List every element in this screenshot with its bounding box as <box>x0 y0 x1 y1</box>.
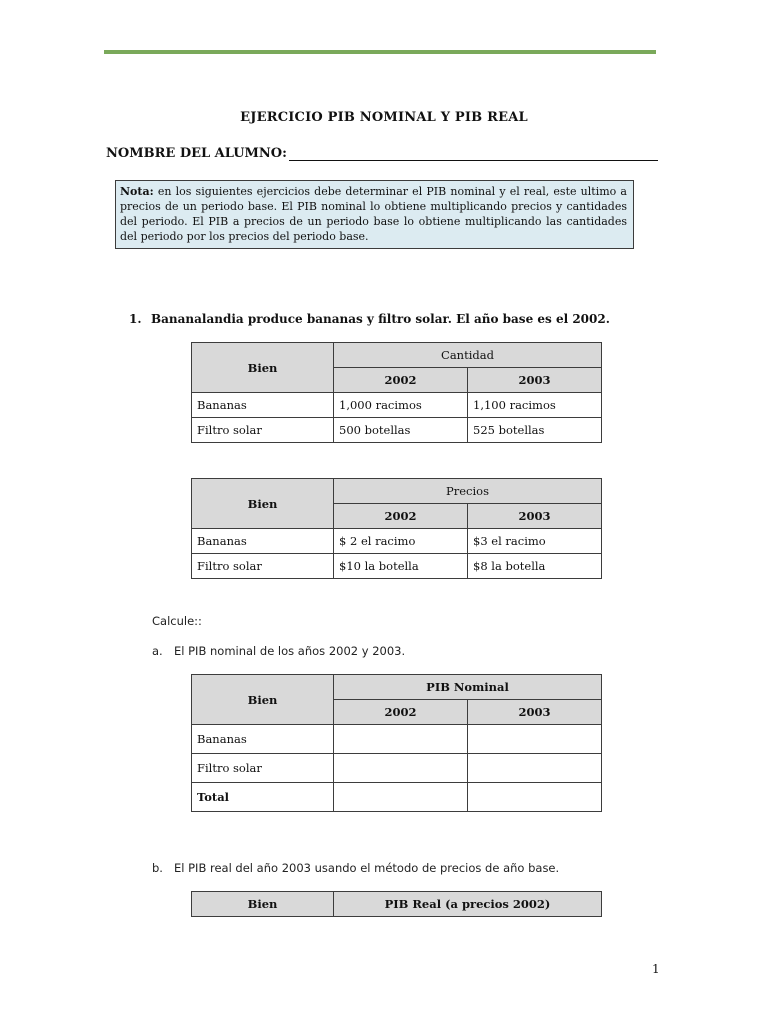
table-cell-good: Filtro solar <box>192 754 334 783</box>
table-cell-answer[interactable] <box>334 783 468 812</box>
table-cell-value: 1,100 racimos <box>468 393 602 418</box>
table-row <box>192 393 602 418</box>
table-precios-bien-header: Bien <box>192 479 334 529</box>
note-text: en los siguientes ejercicios debe determinar el PIB nominal y el real, este ultimo a precios de un periodo base. El PIB nominal lo obtiene multiplicando precios y cantidades del periodo. El PIB a precios de un periodo base lo obtiene multiplicando las cantidades del periodo por los precios del periodo base. <box>120 185 627 243</box>
item-a-text: El PIB nominal de los años 2002 y 2003. <box>174 644 406 658</box>
table-pib-real <box>191 891 602 917</box>
table-cell-answer[interactable] <box>334 754 468 783</box>
table-nominal-year-header: 2002 <box>334 700 468 725</box>
table-cell-value: 1,000 racimos <box>334 393 468 418</box>
table-precios-group-header: Precios <box>334 479 602 504</box>
table-row <box>192 725 602 754</box>
table-cantidad-bien-header: Bien <box>192 343 334 393</box>
item-a <box>152 644 405 658</box>
table-cell-total-label: Total <box>192 783 334 812</box>
table-row <box>192 754 602 783</box>
table-pib-nominal <box>191 674 602 812</box>
top-divider-rule <box>104 50 656 54</box>
table-cell-good: Filtro solar <box>192 418 334 443</box>
table-cell-answer[interactable] <box>468 754 602 783</box>
table-cell-value: 525 botellas <box>468 418 602 443</box>
table-nominal-group-header: PIB Nominal <box>334 675 602 700</box>
table-cell-answer[interactable] <box>334 725 468 754</box>
table-row-total <box>192 783 602 812</box>
table-cell-good: Bananas <box>192 725 334 754</box>
table-cell-value: $3 el racimo <box>468 529 602 554</box>
table-cantidad <box>191 342 602 443</box>
item-b-text: El PIB real del año 2003 usando el método de precios de año base. <box>174 861 560 875</box>
table-row <box>192 418 602 443</box>
student-name-blank-line <box>289 148 658 161</box>
table-cell-value: 500 botellas <box>334 418 468 443</box>
table-cantidad-year-header: 2002 <box>334 368 468 393</box>
item-b <box>152 861 559 875</box>
table-real-group-header: PIB Real (a precios 2002) <box>334 892 602 917</box>
table-cell-good: Bananas <box>192 393 334 418</box>
table-nominal-year-header: 2003 <box>468 700 602 725</box>
page-number: 1 <box>652 962 660 976</box>
item-b-letter: b. <box>152 861 163 875</box>
table-row <box>192 529 602 554</box>
calcule-label: Calcule:: <box>152 614 202 628</box>
student-name-label: NOMBRE DEL ALUMNO: <box>106 146 287 161</box>
table-precios <box>191 478 602 579</box>
item-a-letter: a. <box>152 644 163 658</box>
table-cell-answer[interactable] <box>468 725 602 754</box>
table-real-bien-header: Bien <box>192 892 334 917</box>
table-cell-answer[interactable] <box>468 783 602 812</box>
table-cell-good: Filtro solar <box>192 554 334 579</box>
question-1 <box>129 312 610 326</box>
question-1-text: Bananalandia produce bananas y filtro solar. El año base es el 2002. <box>151 312 610 326</box>
table-nominal-bien-header: Bien <box>192 675 334 725</box>
table-precios-year-header: 2003 <box>468 504 602 529</box>
table-precios-year-header: 2002 <box>334 504 468 529</box>
table-cell-value: $10 la botella <box>334 554 468 579</box>
note-box <box>115 180 634 249</box>
document-title: EJERCICIO PIB NOMINAL Y PIB REAL <box>240 110 528 125</box>
table-cell-value: $ 2 el racimo <box>334 529 468 554</box>
table-cantidad-year-header: 2003 <box>468 368 602 393</box>
table-cell-good: Bananas <box>192 529 334 554</box>
table-cell-value: $8 la botella <box>468 554 602 579</box>
note-label: Nota: <box>120 185 154 198</box>
student-name-row <box>106 146 658 161</box>
question-1-number: 1. <box>129 312 142 326</box>
table-row <box>192 554 602 579</box>
table-cantidad-group-header: Cantidad <box>334 343 602 368</box>
